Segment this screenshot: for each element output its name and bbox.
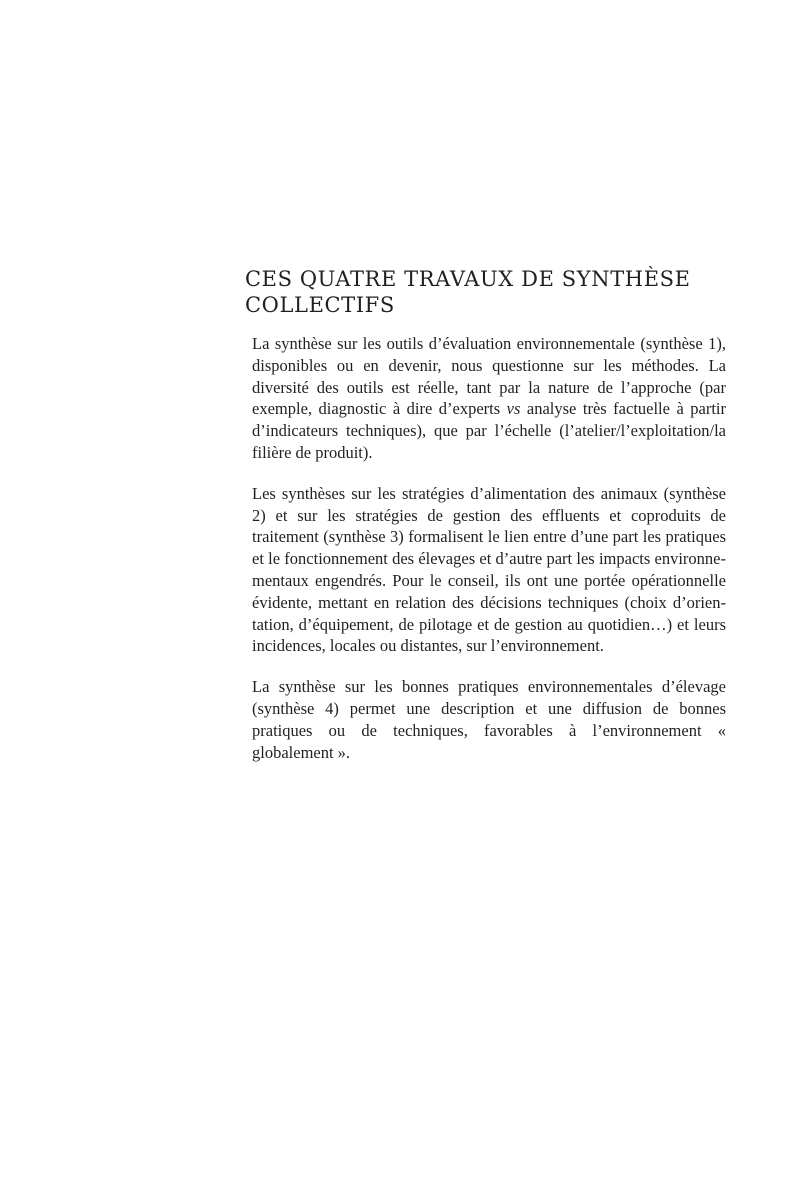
paragraph-1-text-end: analyse très factuelle à partir d’indicateurs techniques), que par l’échelle (l’atelier/l’exploitation/la filière de produit). [252, 399, 726, 462]
paragraph-synthese-1 [252, 333, 726, 464]
paragraph-synthese-4: La synthèse sur les bonnes pratiques environnementales d’élevage (synthèse 4) permet une description et une diffusion de bonnes pratiques ou de techniques, favorables à l’environnement « globalement ». [252, 677, 726, 762]
body-text [252, 333, 726, 782]
paragraph-1-text-start: La synthèse sur les outils d’évaluation environnementale (synthèse 1), disponibles ou en devenir, nous questionne sur les méthodes. La diversité des outils est réelle, tant par la nature de l’approche (par exemple, diagnostic à dire d’experts [252, 334, 726, 419]
paragraph-1-emphasis: vs [506, 399, 521, 419]
section-title: CES QUATRE TRAVAUX DE SYNTHÈSE COLLECTIFS [245, 267, 691, 317]
paragraph-syntheses-2-3: Les synthèses sur les stratégies d’alimentation des animaux (synthèse 2) et sur les stratégies de gestion des effluents et coproduits de traitement (synthèse 3) formalisent le lien entre d’une part les pratiques et le fonctionnement des élevages et d’autre part les impacts environnementaux engendrés. Pour le conseil, ils ont une portée opérationnelle évidente, mettant en relation des décisions techniques (choix d’orientation, d’équipement, de pilotage et de gestion au quotidien…) et leurs incidences, locales ou distantes, sur l’environnement. [252, 483, 726, 656]
